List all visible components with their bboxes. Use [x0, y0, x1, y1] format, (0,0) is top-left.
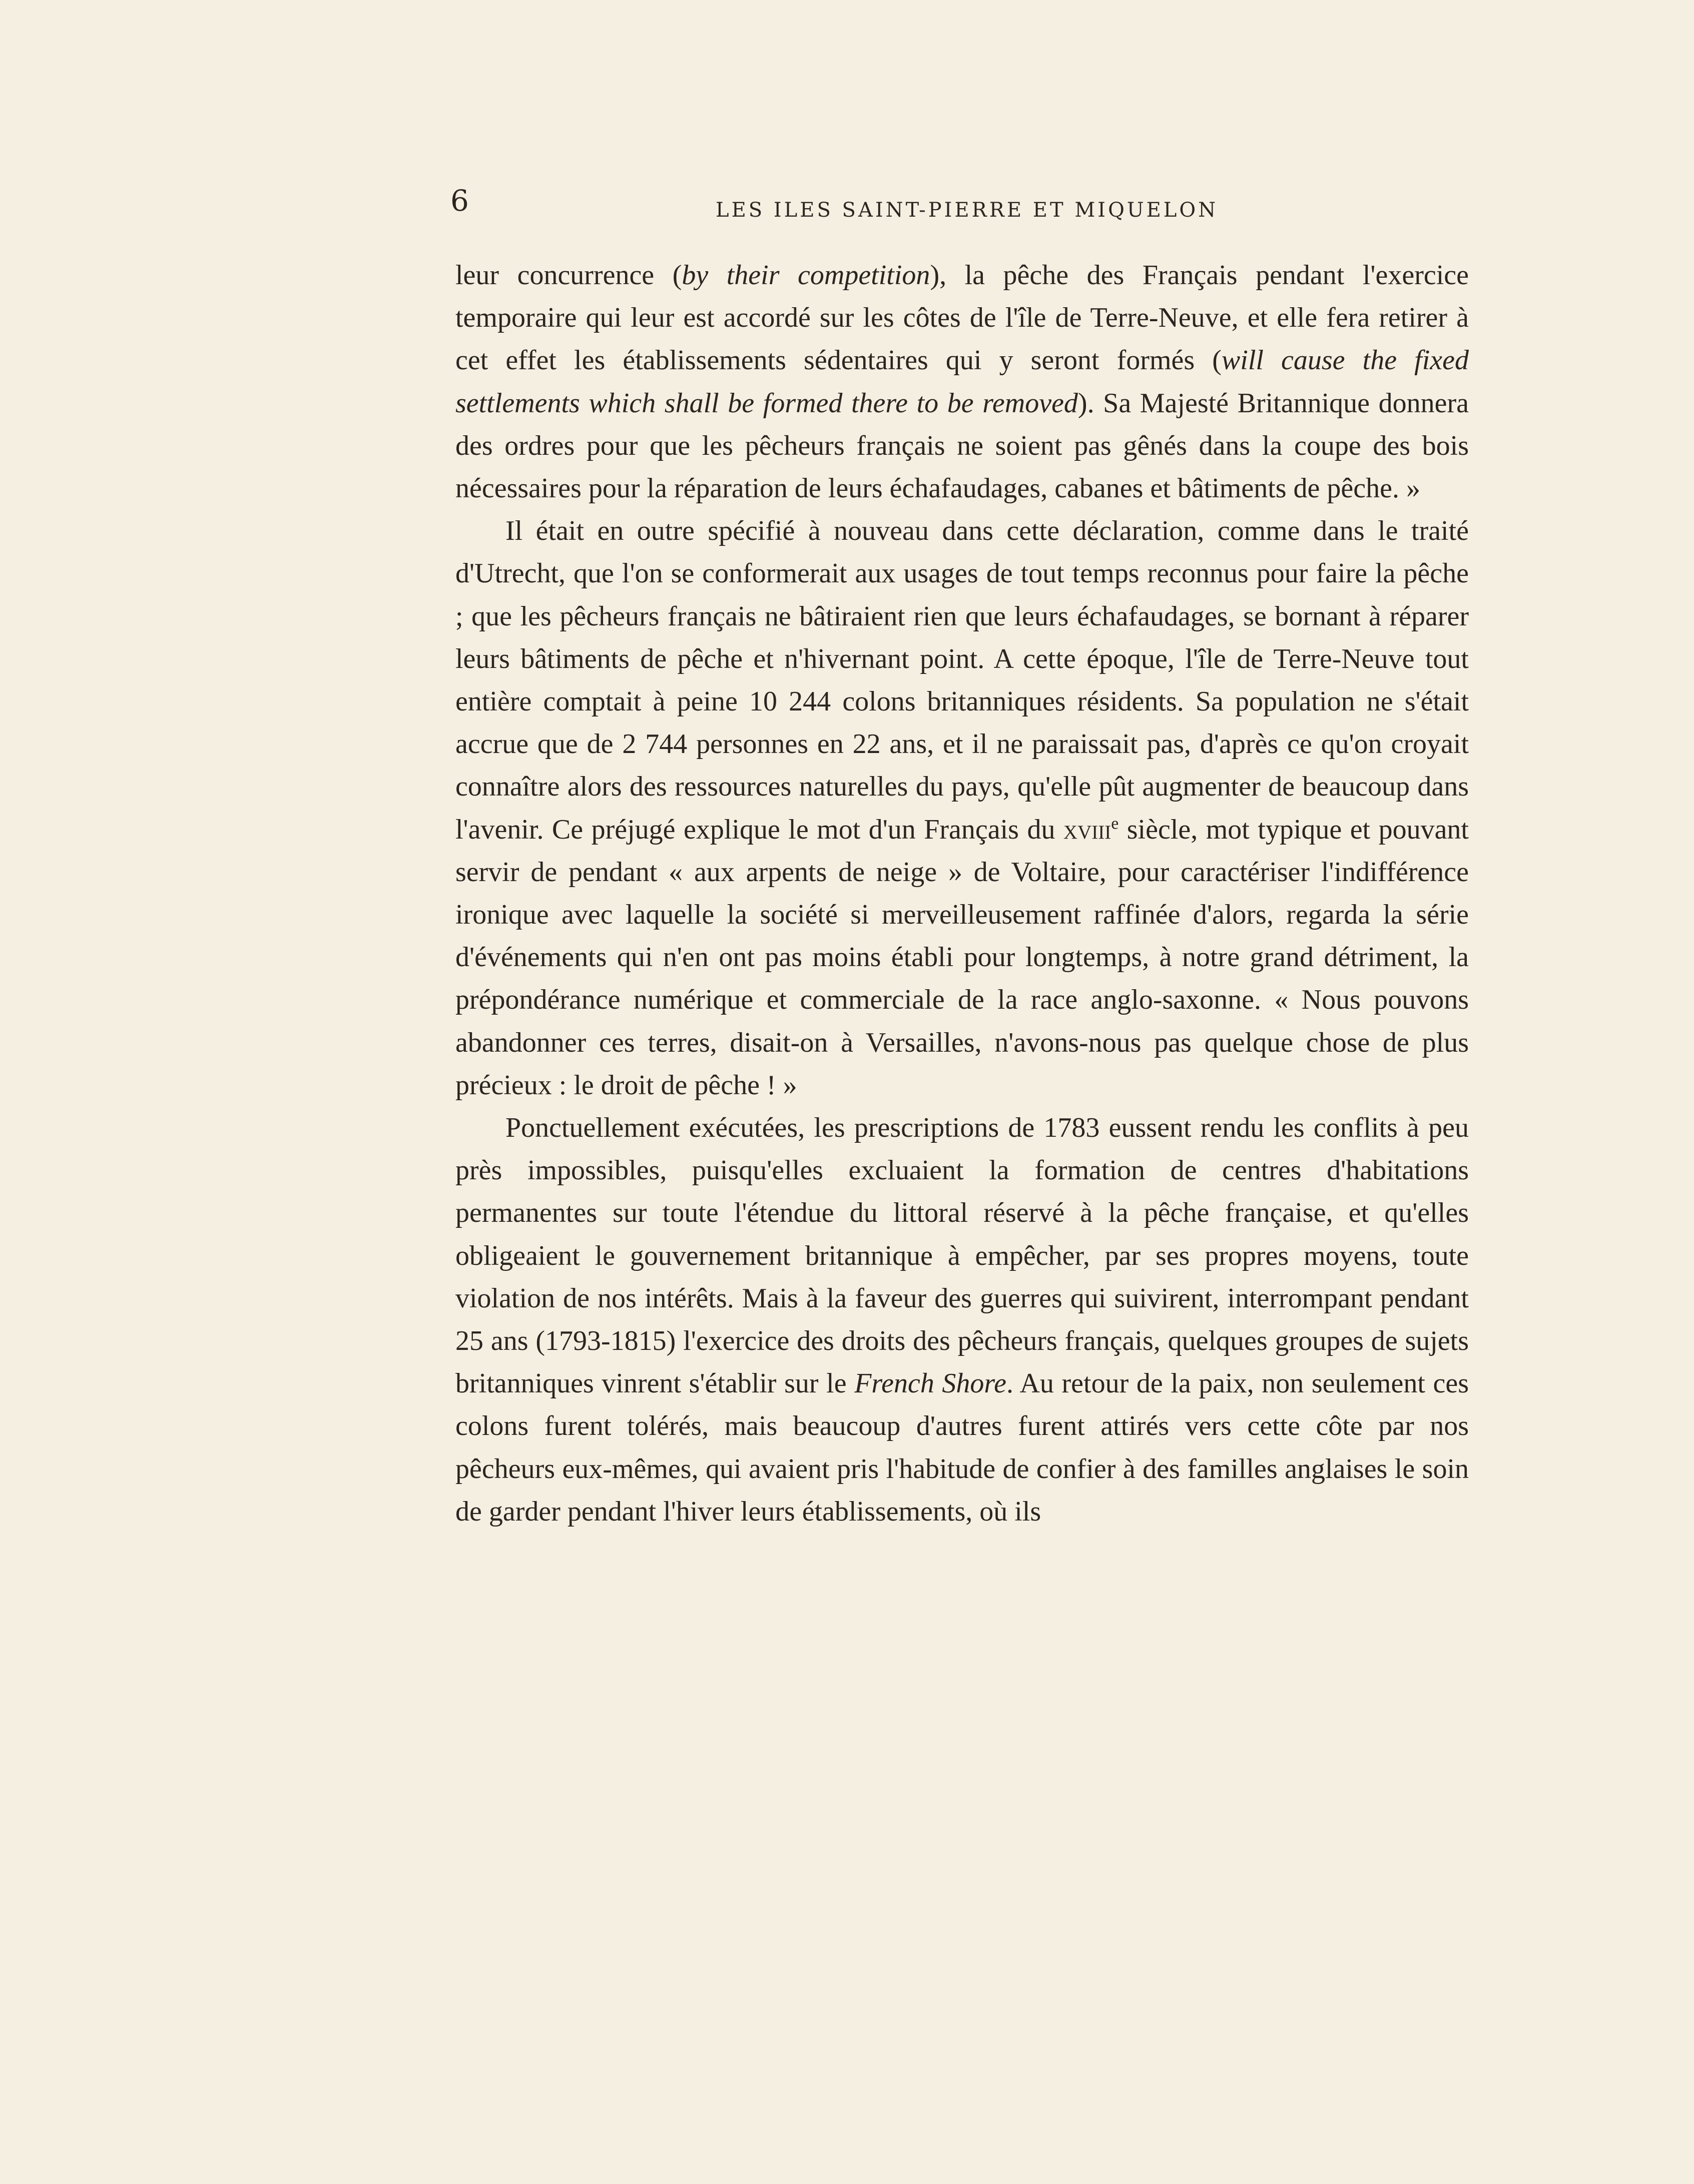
p1-english-quote-b: will cause the fixed settlements which shall be formed there to be removed	[455, 345, 1469, 419]
p3-text-a: Ponctuellement exécutées, les prescriptions de 1783 eussent rendu les conflits à peu près impossibles, puisqu'elles excluaient la formation de centres d'habitations permanentes sur toute l'étendue du littoral réservé à la pêche française, et qu'elles obligeaient le gouvernement britannique à empêcher, par ses propres moyens, toute violation de nos intérêts. Mais à la faveur des guerres qui suivirent, interrompant pendant 25 ans (1793-1815) l'exercice des droits des pêcheurs français, quelques groupes de sujets britanniques vinrent s'établir sur le	[455, 1112, 1469, 1399]
paragraph-2	[455, 510, 1469, 1107]
p1-text-a: leur concurrence (	[455, 260, 682, 291]
p1-text-b: ), la pêche des Français pendant l'exercice temporaire qui leur est accordé sur les côtes de l'île de Terre-Neuve, et elle fera retirer à cet effet les établissements sédentaires qui y seront formés (	[455, 260, 1469, 376]
paragraph-1	[455, 254, 1469, 510]
p2-century: xviii	[1063, 814, 1111, 845]
page-number: 6	[450, 184, 469, 218]
body-text	[455, 254, 1469, 1533]
p1-english-quote-a: by their competition	[682, 260, 930, 291]
p3-text-b: . Au retour de la paix, non seulement ces colons furent tolérés, mais beaucoup d'autres furent attirés vers cette côte par nos pêcheurs eux-mêmes, qui avaient pris l'habitude de confier à des familles anglaises le soin de garder pendant l'hiver leurs établissements, où ils	[455, 1368, 1469, 1527]
p3-french-shore: French Shore	[854, 1368, 1006, 1399]
running-title: LES ILES SAINT-PIERRE ET MIQUELON	[716, 199, 1219, 222]
paragraph-3	[455, 1107, 1469, 1533]
p2-text-a: Il était en outre spécifié à nouveau dans cette déclaration, comme dans le traité d'Utrecht, que l'on se conformerait aux usages de tout temps reconnus pour faire la pêche ; que les pêcheurs français ne bâtiraient rien que leurs échafaudages, se bornant à réparer leurs bâtiments de pêche et n'hivernant point. A cette époque, l'île de Terre-Neuve tout entière comptait à peine 10 244 colons britanniques résidents. Sa population ne s'était accrue que de 2 744 personnes en 22 ans, et il ne paraissait pas, d'après ce qu'on croyait connaître alors des ressources naturelles du pays, qu'elle pût augmenter de beaucoup dans l'avenir. Ce préjugé explique le mot d'un Français du	[455, 515, 1469, 845]
p1-text-c: ). Sa Majesté Britannique donnera des ordres pour que les pêcheurs français ne soient pas gênés dans la coupe des bois nécessaires pour la réparation de leurs échafaudages, cabanes et bâtiments de pêche. »	[455, 387, 1469, 504]
p2-text-b: siècle, mot typique et pouvant servir de pendant « aux arpents de neige » de Voltaire, pour caractériser l'indifférence ironique avec laquelle la société si merveilleusement raffinée d'alors, regarda la série d'événements qui n'en ont pas moins établi pour longtemps, à notre grand détriment, la prépondérance numérique et commerciale de la race anglo-saxonne. « Nous pouvons abandonner ces terres, disait-on à Versailles, n'avons-nous pas quelque chose de plus précieux : le droit de pêche ! »	[455, 814, 1469, 1101]
p2-century-sup: e	[1111, 814, 1119, 833]
